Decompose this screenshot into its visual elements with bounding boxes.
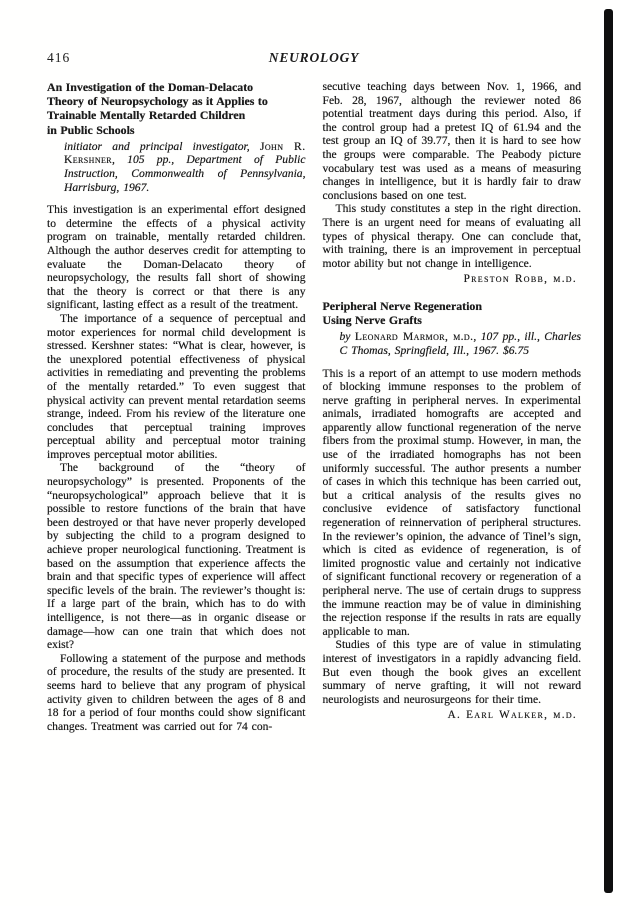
two-column-layout	[47, 80, 581, 733]
reviewer-name: Preston Robb, m.d.	[463, 273, 577, 286]
review-1-paragraph: The background of the “theory of neuropsychology” is presented. Proponents of the “neuropsychological” approach believe that it is possible to restore functions of the brain that have been destroyed or that have never properly developed by subjecting the child to a program designed to achieve proper neurological functioning. Treatment is based on the assumption that experience affects the brain and that specific types of experience will affect specific levels of the brain. The reviewer’s thought is: If a large part of the brain, which has to do with intelligence, is not there—as in organic disease or damage—how can one train that which does not exist?	[47, 461, 306, 652]
review-1-citation	[64, 140, 306, 194]
review-1-reviewer-byline	[323, 273, 578, 287]
review-1-title-line: Theory of Neuropsychology as it Applies to	[47, 94, 268, 109]
review-1-paragraph: This investigation is an experimental effort designed to determine the effects of a physical activity program on trainable, mentally retarded children. Although the author deserves credit for attempting to evaluate the Doman-Delacato theory of neuropsychology, the results fall short of showing that the theory is correct or that there is any significant, lasting effect as a result of the treatment.	[47, 203, 306, 312]
scan-edge-artifact-bar	[604, 9, 613, 893]
review-2-title	[323, 299, 582, 327]
page-number: 416	[47, 50, 71, 65]
page-content	[47, 50, 581, 733]
review-1-title-line: An Investigation of the Doman-Delacato	[47, 80, 254, 94]
citation-author-name: Leonard Marmor, m.d.	[354, 330, 474, 344]
citation-role-text: by	[339, 330, 355, 344]
citation-publication-info: , 105 pp., Department of Public Instruction, Commonwealth of Pennsylvania, Harrisburg, 1967.	[64, 153, 306, 194]
review-2-paragraph: Studies of this type are of value in stimulating interest of investigators in a rapidly advancing field. But even though the book gives an excellent summary of nerve grafting, it will not reward neurologists and neurosurgeons for their time.	[322, 638, 581, 706]
reviewer-name: A. Earl Walker, m.d.	[447, 709, 577, 722]
citation-author-name: John R. Kershner	[64, 139, 306, 167]
review-1-title-line: Trainable Mentally Retarded Children	[47, 108, 246, 123]
review-1-paragraph: Following a statement of the purpose and methods of procedure, the results of the study are presented. It seems hard to believe that any program of physical activity given to children between the ages of 8 and 18 for a period of four months could show significant changes. Treatment was carried out for 74 con-	[47, 651, 306, 733]
review-1-title	[47, 80, 306, 137]
review-2-title-line: Peripheral Nerve Regeneration	[322, 298, 482, 313]
citation-role-text: initiator and principal investigator,	[64, 139, 260, 153]
review-1-paragraph: The importance of a sequence of perceptual and motor experiences for normal child development is stressed. Kershner states: “What is clear, however, is the unexplored potential effectiveness of physical activities in remediating and preventing the problems of the mentally retarded.” To even suggest that physical activity can prevent mental retardation seems strange, indeed. From his review of the literature one concludes that perceptual training improves perceptual ability and perceptual motor training improves perceptual motor abilities.	[47, 311, 306, 461]
right-column	[323, 80, 582, 733]
review-1-paragraph: This study constitutes a step in the right direction. There is an urgent need for means of evaluating all types of physical therapy. One can conclude that, with training, there is an improvement in perceptual motor ability but not change in intelligence.	[322, 202, 581, 270]
citation-publication-info: , 107 pp., ill., Charles C Thomas, Springfield, Ill., 1967. $6.75	[339, 330, 582, 357]
review-1-title-line: in Public Schools	[47, 122, 135, 137]
running-head-journal-title: NEUROLOGY	[268, 50, 360, 65]
review-2-citation	[340, 330, 582, 357]
left-column	[47, 80, 306, 733]
review-1-paragraph-continued: secutive teaching days between Nov. 1, 1966, and Feb. 28, 1967, although the reviewer noted 86 potential treatment days during this period. Also, if the control group had a pretest IQ of 61.94 and the test group an IQ of 39.77, then it is hard to see how the groups were comparable. The Peabody picture vocabulary test was used as a means of measuring changes in intelligence, but it is hardly fair to draw conclusions based on one test.	[322, 80, 581, 202]
review-2-title-line: Using Nerve Grafts	[322, 313, 422, 328]
page-header	[47, 50, 581, 66]
review-2-paragraph: This is a report of an attempt to use modern methods of blocking immune responses to the problem of nerve grafting in peripheral nerves. In experimental animals, irradiated homografts are accepted and apparently allow functional regeneration of the nerve fibers from the proximal stump. However, in man, the use of the irradiated homographs has not been uniformly successful. The author presents a number of cases in which this technique has been carried out, but a critical analysis of the results gives no conclusive evidence of satisfactory functional regeneration of reinnervation of peripheral structures. In the reviewer’s opinion, the advance of Tinel’s sign, which is cited as evidence of regeneration, is of limited prognostic value and certainly not indicative of significant functional recovery or regeneration of a peripheral nerve. The use of certain drugs to suppress the immune reaction may be of value in diminishing the rejection response if the results in rats are equally applicable to man.	[322, 366, 581, 638]
review-2-reviewer-byline	[323, 709, 578, 723]
